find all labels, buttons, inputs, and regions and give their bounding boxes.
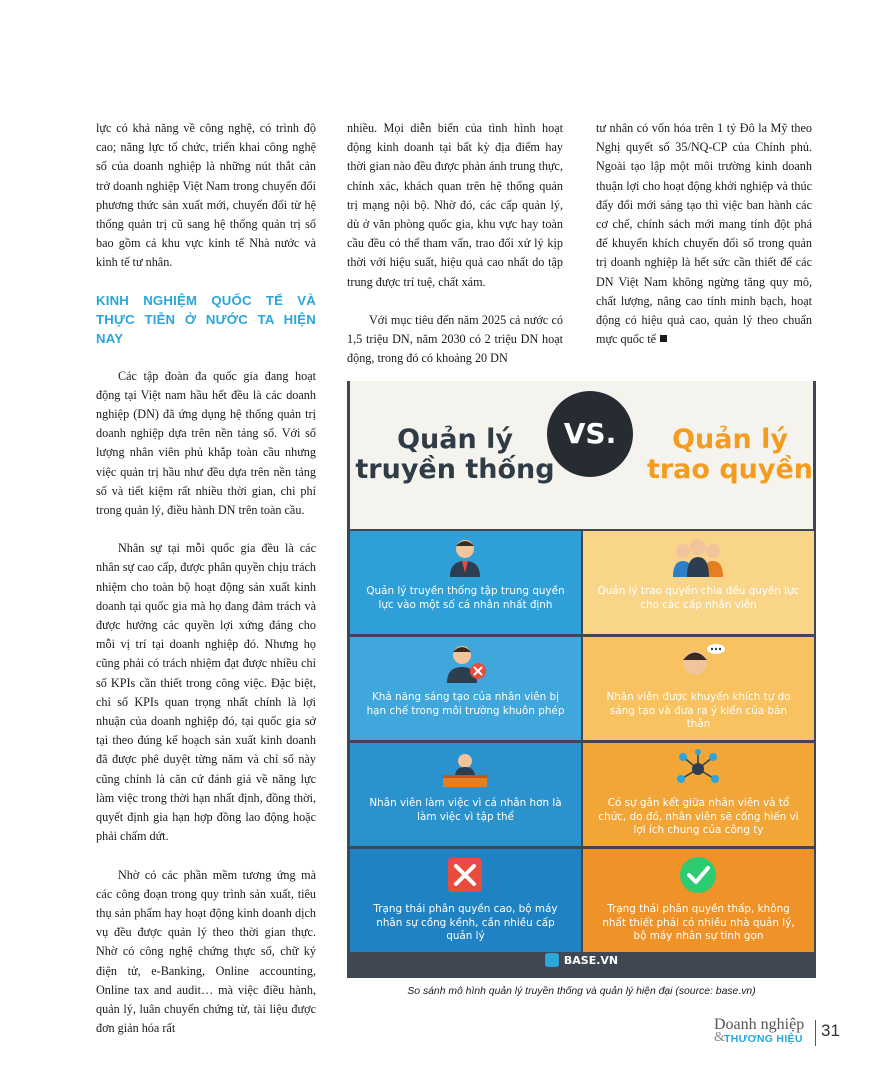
- paragraph: Nhân sự tại mỗi quốc gia đều là các nhân sự cao cấp, được phân quyền chịu trách nhiệm cho toàn bộ hoạt động sản xuất kinh doanh tại quốc gia mà họ đang đảm trách và được hưởng các quyền lợi xứng đáng cho mỗi vị trí tại doanh nghiệp đó. Nhưng họ cũng phải có trách nhiệm đạt được nhiều chỉ số KPIs cần thiết trong công việc. Đặc biệt, chỉ số KPIs quan trọng nhất chính là lợi nhuận của doanh nghiệp đó, tại quốc gia sở tại theo đúng kế hoạch sản xuất kinh doanh đã được phê duyệt từng năm và chỉ số này cũng chính là căn cứ đánh giá về năng lực làm việc trong thời hạn nhất định, đồng thời, quyết định gia hạn hợp đồng lao động hoặc phải chấm dứt.: [96, 541, 316, 844]
- manager-icon: [350, 537, 581, 577]
- section-heading: KINH NGHIỆM QUỐC TẾ VÀ THỰC TIỄN Ở NƯỚC TA HIỆN NAY: [96, 292, 316, 346]
- left-cell-text: Nhân viên làm việc vì cá nhân hơn là làm việc vì tập thể: [369, 797, 562, 823]
- brand-text: BASE.VN: [563, 954, 619, 967]
- restricted-person-icon: [350, 643, 581, 683]
- right-cell-text: Trạng thái phân quyền thấp, không nhất thiết phải có nhiều nhà quản lý, bộ máy nhân sự tinh gọn: [602, 903, 795, 943]
- right-cell-1: [583, 531, 814, 634]
- logo-ampersand: &: [714, 1030, 725, 1045]
- check-icon: [583, 855, 814, 895]
- right-cell-3: [583, 743, 814, 846]
- vs-badge: VS.: [547, 391, 633, 477]
- left-cell-3: [350, 743, 581, 846]
- paragraph: Với mục tiêu đến năm 2025 cả nước có 1,5 triệu DN, năm 2030 có 2 triệu DN hoạt động, trong đó có khoảng 20 DN: [347, 312, 563, 366]
- thinking-person-icon: [583, 643, 814, 683]
- left-cell-2: [350, 637, 581, 740]
- article-column-2: [347, 119, 563, 368]
- left-title: Quản lý truyền thống: [355, 424, 555, 485]
- right-cell-text: Quản lý trao quyền chia đều quyền lực cho các cấp nhân viên: [597, 585, 800, 611]
- logo-text-top: Doanh nghiệp: [714, 1016, 805, 1033]
- cross-icon: [350, 855, 581, 895]
- left-cell-text: Khả năng sáng tạo của nhân viên bị hạn chế trong môi trường khuôn phép: [366, 691, 565, 717]
- article-column-1: [96, 119, 316, 1038]
- team-icon: [583, 537, 814, 577]
- page-number: 31: [821, 1021, 840, 1040]
- paragraph: Các tập đoàn đa quốc gia đang hoạt động tại Việt nam hầu hết đều là các doanh nghiệp (DN) đã ứng dụng hệ thống quản trị doanh nghiệp dựa trên nền tảng số. Với số lượng nhân viên phủ khắp toàn cầu nhưng việc quản trị hầu như đều dựa trên nền tảng số và tiết kiệm rất nhiều thời gian, chi phí trong quản lý, điều hành DN trên toàn cầu.: [96, 368, 316, 518]
- article-column-3: [596, 119, 812, 349]
- right-cell-2: [583, 637, 814, 740]
- end-of-article-mark: [660, 335, 667, 342]
- brand-label: [347, 953, 816, 969]
- paragraph: Nhờ có các phần mềm tương ứng mà các công đoạn trong quy trình sản xuất, tiêu thụ sản phẩm hay hoạt động kinh doanh dịch vụ đều được quản lý theo thời gian thực. Nhờ có công nghệ chứng thực số, chữ ký điện tử, e-Banking, Online accounting, Online tax and audit… mà việc điều hành, quản lý, luân chuyển chứng từ, tài liệu được đơn giản hóa rất: [96, 867, 316, 1036]
- brand-logo-icon: [545, 953, 559, 967]
- desk-worker-icon: [350, 749, 581, 789]
- network-icon: [583, 749, 814, 789]
- figure-caption: So sánh mô hình quản lý truyền thống và quản lý hiện đại (source: base.vn): [407, 986, 756, 997]
- left-cell-text: Quản lý truyền thống tập trung quyền lực vào một số cá nhân nhất định: [366, 585, 565, 611]
- left-cell-text: Trạng thái phân quyền cao, bộ máy nhân sự cồng kềnh, cần nhiều cấp quản lý: [373, 903, 558, 943]
- paragraph-text: tư nhân có vốn hóa trên 1 tỷ Đô la Mỹ theo Nghị quyết số 35/NQ-CP của Chính phủ. Ngoài tạo lập một môi trường kinh doanh thuận lợi cho hoạt động khởi nghiệp và thúc đẩy đổi mới sáng tạo thì việc ban hành các cơ chế, chính sách mới mang tính đột phá để khuyến khích chuyển đổi số trong quản trị doanh nghiệp là hết sức cần thiết để các DN Việt Nam không ngừng tăng quy mô, chất lượng, nâng cao tính minh bạch, hoạt động có hiệu quả cao, quản lý theo chuẩn mực quốc tế: [596, 121, 812, 347]
- footer-divider: [815, 1020, 816, 1046]
- right-cell-text: Nhân viên được khuyến khích tự do sáng tạo và đưa ra ý kiến của bản thân: [606, 691, 791, 731]
- paragraph: [596, 119, 812, 349]
- right-cell-text: Có sự gắn kết giữa nhân viên và tổ chức, do đó, nhân viên sẽ cống hiến vì lợi ích chung của công ty: [598, 797, 799, 837]
- right-title: Quản lý trao quyền: [646, 424, 814, 485]
- left-cell-1: [350, 531, 581, 634]
- infographic-header: [350, 381, 813, 529]
- paragraph: lực có khả năng về công nghệ, có trình độ cao; năng lực tổ chức, triển khai công nghệ số của doanh nghiệp là những nút thắt cản trở doanh nghiệp Việt Nam trong chuyển đổi phương thức sản xuất mới, chuyển đổi từ hệ thống quản trị cũ sang hệ thống quản trị số bao gồm cả khu vực kinh tế Nhà nước và kinh tế tư nhân.: [96, 121, 316, 270]
- magazine-logo: [714, 1016, 810, 1050]
- logo-text-bottom: THƯƠNG HIỆU: [724, 1033, 803, 1045]
- right-cell-4: [583, 849, 814, 952]
- paragraph: nhiều. Mọi diễn biến của tình hình hoạt động kinh doanh tại bất kỳ địa điểm hay thời gian nào đều được phản ánh trung thực, chính xác, khách quan trên hệ thống quản trị mạng nội bộ. Nhờ đó, các cấp quản lý, dù ở văn phòng quốc gia, khu vực hay toàn cầu đều có thể tham vấn, trao đổi xử lý kịp thời với hiệu suất, hiệu quả cao nhất do tập trung được trí tuệ, chất xám.: [347, 121, 563, 289]
- left-cell-4: [350, 849, 581, 952]
- comparison-infographic: [347, 381, 816, 978]
